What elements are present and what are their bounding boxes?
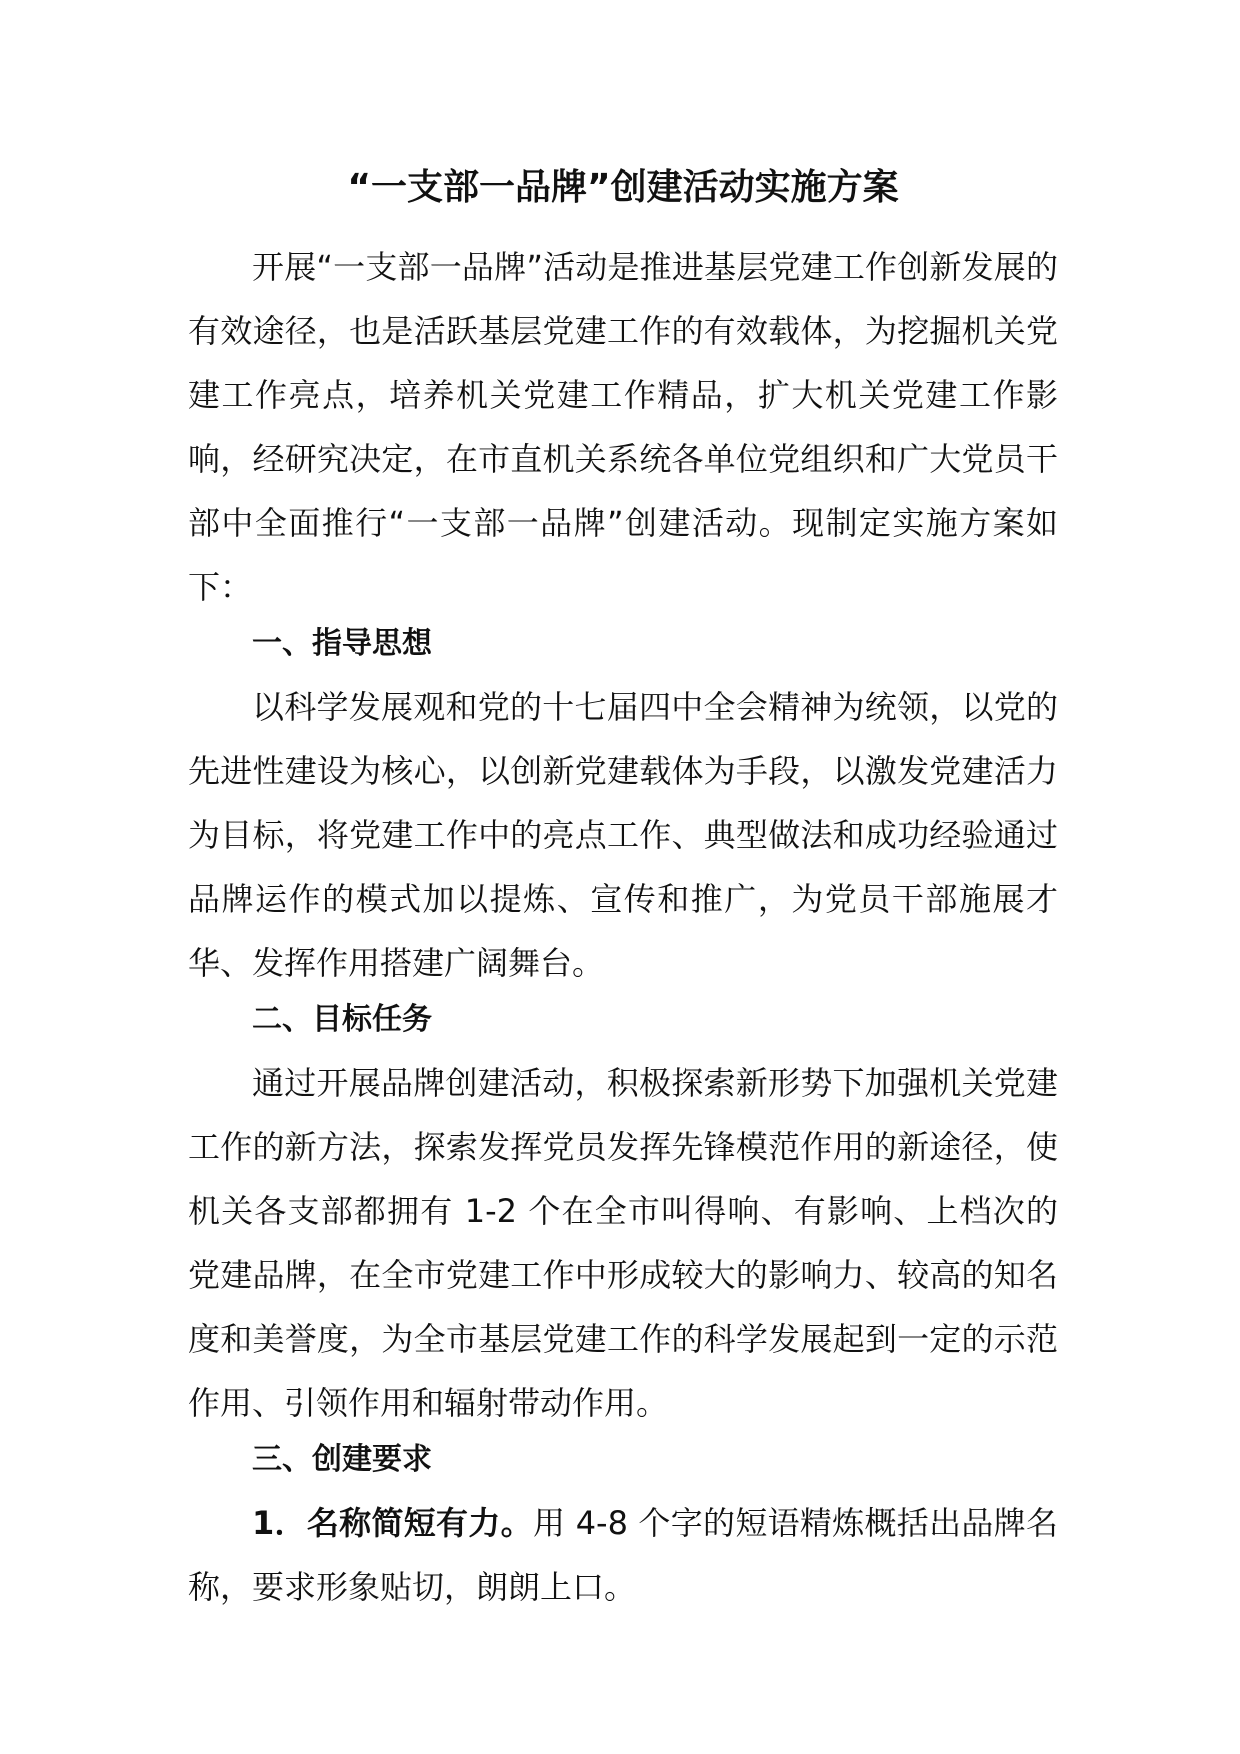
section-heading-guiding-ideology: 一、指导思想 [252,626,432,661]
document-title: “一支部一品牌”创建活动实施方案 [347,167,899,208]
section-body-goals-tasks: 通过开展品牌创建活动，积极探索新形势下加强机关党建工作的新方法，探索发挥党员发挥先锋模范作用的新途径，使机关各支部都拥有 1-2 个在全市叫得响、有影响、上档次的党建品牌，在全市党建工作中形成较大的影响力、较高的知名度和美誉度，为全市基层党建工作的科学发展起到一定的示范作用、引领作用和辐射带动作用。 [188,1064,1058,1422]
document-page [188,165,1058,1619]
requirement-item-1-text: 用 4-8 个字的短语精炼概括出品牌名称，要求形象贴切，朗朗上口。 [188,1504,1058,1606]
requirement-item-1-label: 1．名称简短有力。 [252,1504,533,1542]
section-body-guiding-ideology: 以科学发展观和党的十七届四中全会精神为统领，以党的先进性建设为核心，以创新党建载体为手段，以激发党建活力为目标，将党建工作中的亮点工作、典型做法和成功经验通过品牌运作的模式加以提炼、宣传和推广，为党员干部施展才华、发挥作用搭建广阔舞台。 [188,688,1058,982]
section-heading-requirements: 三、创建要求 [252,1442,432,1477]
section-heading-goals-tasks: 二、目标任务 [252,1002,432,1037]
requirement-item-1 [188,1491,1058,1619]
intro-paragraph: 开展“一支部一品牌”活动是推进基层党建工作创新发展的有效途径，也是活跃基层党建工作的有效载体，为挖掘机关党建工作亮点，培养机关党建工作精品，扩大机关党建工作影响，经研究决定，在市直机关系统各单位党组织和广大党员干部中全面推行“一支部一品牌”创建活动。现制定实施方案如下： [188,248,1058,606]
